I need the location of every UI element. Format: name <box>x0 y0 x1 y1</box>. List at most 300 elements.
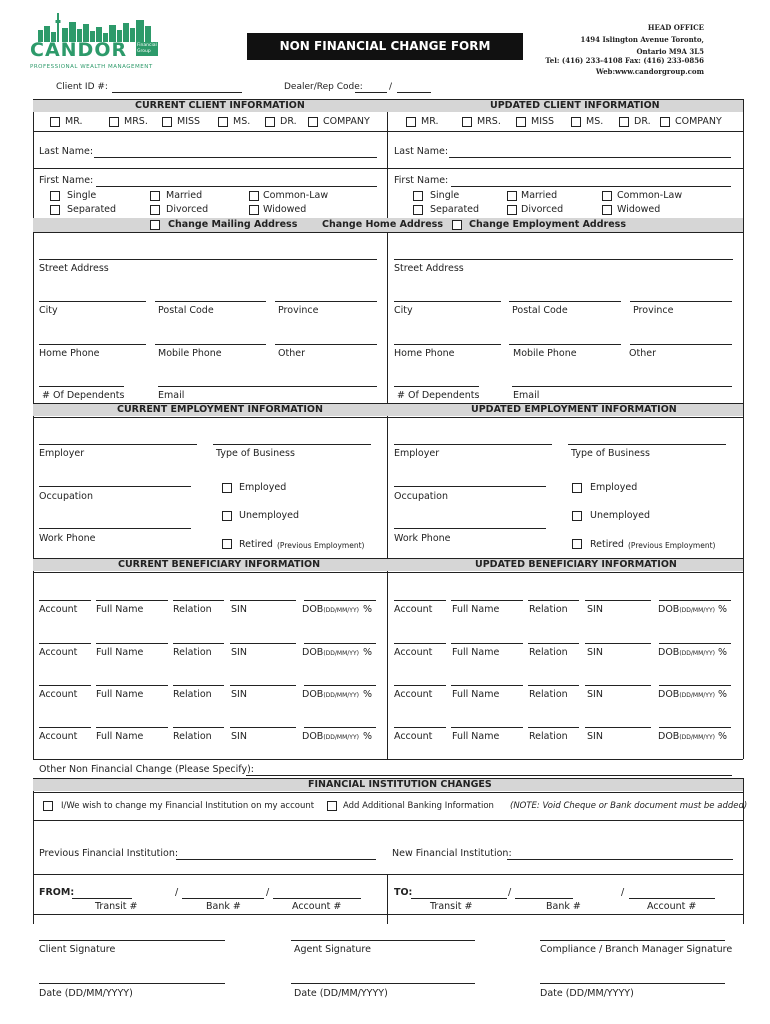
title-mrs: MRS. <box>124 116 148 127</box>
beneficiary-relation-field[interactable] <box>173 643 224 644</box>
client-date-field[interactable] <box>39 983 225 984</box>
updated-beneficiary-pct-label: % <box>718 689 728 700</box>
updated-beneficiary-pct-label: % <box>718 647 728 658</box>
occupation-field[interactable] <box>39 486 191 487</box>
marital-separated: Separated <box>67 204 117 215</box>
updated-other-phone-field[interactable] <box>630 344 732 345</box>
updated-beneficiary-full-name-label: Full Name <box>452 647 500 658</box>
updated-beneficiary-pct-label: % <box>718 731 728 742</box>
beneficiary-dob-label <box>302 731 359 744</box>
checkbox-ms[interactable] <box>218 117 228 127</box>
checkbox-retired[interactable] <box>222 539 232 549</box>
updated-beneficiary-relation-field[interactable] <box>528 643 579 644</box>
compliance-date-label: Date (DD/MM/YYYY) <box>540 988 634 999</box>
updated-title-company: COMPANY <box>675 116 722 127</box>
mobile-phone-label: Mobile Phone <box>158 348 222 359</box>
updated-retired-label: Retired <box>590 539 624 550</box>
checkbox-company[interactable] <box>308 117 318 127</box>
updated-province-field[interactable] <box>630 301 732 302</box>
beneficiary-full-name-field[interactable] <box>96 643 168 644</box>
updated-marital-common-law: Common-Law <box>617 190 683 201</box>
updated-beneficiary-heading: UPDATED BENEFICIARY INFORMATION <box>475 559 677 570</box>
dealer-code-field[interactable] <box>355 92 387 93</box>
client-signature-field[interactable] <box>39 940 225 941</box>
updated-title-mr: MR. <box>421 116 439 127</box>
updated-work-phone-field[interactable] <box>394 528 546 529</box>
beneficiary-account-label: Account <box>39 689 78 700</box>
first-name-label: First Name: <box>39 175 94 186</box>
checkbox-mr[interactable] <box>50 117 60 127</box>
from-bank-label: Bank # <box>206 901 241 912</box>
financial-heading: FINANCIAL INSTITUTION CHANGES <box>308 779 492 790</box>
beneficiary-dob-field[interactable] <box>304 727 359 728</box>
to-account-label: Account # <box>647 901 697 912</box>
employed-label: Employed <box>239 482 287 493</box>
updated-marital-widowed: Widowed <box>617 204 661 215</box>
checkbox-widowed[interactable] <box>249 205 259 215</box>
updated-beneficiary-relation-label: Relation <box>529 604 568 615</box>
dependents-field[interactable] <box>39 386 124 387</box>
updated-beneficiary-full-name-field[interactable] <box>451 643 523 644</box>
compliance-signature-label: Compliance / Branch Manager Signature <box>540 944 733 955</box>
other-change-field[interactable] <box>246 775 732 776</box>
updated-checkbox-dr[interactable] <box>619 117 629 127</box>
client-signature-label: Client Signature <box>39 944 116 955</box>
beneficiary-full-name-label: Full Name <box>96 647 144 658</box>
marital-married: Married <box>166 190 203 201</box>
updated-beneficiary-dob-label <box>658 689 715 702</box>
updated-beneficiary-dob-field[interactable] <box>659 727 714 728</box>
updated-email-field[interactable] <box>512 386 732 387</box>
updated-title-mrs: MRS. <box>477 116 501 127</box>
beneficiary-full-name-label: Full Name <box>96 731 144 742</box>
beneficiary-full-name-label: Full Name <box>96 689 144 700</box>
retired-label: Retired <box>239 539 273 550</box>
company-logo <box>28 10 160 72</box>
street-address-label: Street Address <box>39 263 109 274</box>
head-office-phone: Tel: (416) 233-4108 Fax: (416) 233-0856 <box>545 56 704 65</box>
previous-fi-field[interactable] <box>176 859 376 860</box>
change-fi-label: I/We wish to change my Financial Institution on my account <box>61 801 315 811</box>
to-bank-label: Bank # <box>546 901 581 912</box>
beneficiary-dob-text: DOB <box>302 731 324 742</box>
updated-checkbox-employed[interactable] <box>572 483 582 493</box>
updated-beneficiary-dob-label <box>658 647 715 660</box>
beneficiary-sin-field[interactable] <box>230 727 296 728</box>
change-home-address: Change Home Address <box>322 219 443 230</box>
occupation-label: Occupation <box>39 491 93 502</box>
beneficiary-pct-field[interactable] <box>358 727 376 728</box>
updated-marital-single: Single <box>430 190 460 201</box>
company-badge: Financial Group <box>137 43 157 54</box>
beneficiary-account-label: Account <box>39 731 78 742</box>
beneficiary-dob-text: DOB <box>302 689 324 700</box>
beneficiary-sin-field[interactable] <box>230 600 296 601</box>
checkbox-separated[interactable] <box>50 205 60 215</box>
from-label: FROM: <box>39 887 75 898</box>
add-banking-label: Add Additional Banking Information <box>343 801 494 811</box>
updated-beneficiary-relation-label: Relation <box>529 689 568 700</box>
beneficiary-dob-text: DOB <box>302 604 324 615</box>
updated-first-name-field[interactable] <box>451 186 731 187</box>
last-name-field[interactable] <box>94 157 377 158</box>
beneficiary-relation-label: Relation <box>173 731 212 742</box>
employer-label: Employer <box>39 448 85 459</box>
updated-checkbox-widowed[interactable] <box>602 205 612 215</box>
updated-business-type-field[interactable] <box>568 444 726 445</box>
checkbox-change-fi[interactable] <box>43 801 53 811</box>
updated-checkbox-mr[interactable] <box>406 117 416 127</box>
updated-beneficiary-relation-field[interactable] <box>528 600 579 601</box>
checkbox-miss[interactable] <box>162 117 172 127</box>
beneficiary-account-field[interactable] <box>39 600 91 601</box>
beneficiary-pct-label: % <box>363 647 373 658</box>
updated-checkbox-mrs[interactable] <box>462 117 472 127</box>
head-office-label: HEAD OFFICE <box>647 23 704 32</box>
from-account-label: Account # <box>292 901 342 912</box>
updated-checkbox-ms[interactable] <box>571 117 581 127</box>
beneficiary-pct-label: % <box>363 731 373 742</box>
updated-beneficiary-full-name-field[interactable] <box>451 727 523 728</box>
updated-title-ms: MS. <box>586 116 604 127</box>
client-date-label: Date (DD/MM/YYYY) <box>39 988 133 999</box>
updated-dependents-field[interactable] <box>394 386 479 387</box>
other-change-label: Other Non Financial Change (Please Specify): <box>39 764 254 775</box>
updated-title-miss: MISS <box>531 116 555 127</box>
compliance-date-field[interactable] <box>540 983 725 984</box>
updated-checkbox-miss[interactable] <box>516 117 526 127</box>
updated-work-phone-label: Work Phone <box>394 533 451 544</box>
city-label: City <box>39 305 58 316</box>
home-phone-label: Home Phone <box>39 348 100 359</box>
to-bank-field[interactable] <box>515 898 573 899</box>
updated-checkbox-unemployed[interactable] <box>572 511 582 521</box>
last-name-label: Last Name: <box>39 146 94 157</box>
beneficiary-relation-label: Relation <box>173 689 212 700</box>
updated-email-label: Email <box>513 390 540 401</box>
from-slash-2: / <box>266 887 270 898</box>
updated-beneficiary-full-name-label: Full Name <box>452 689 500 700</box>
change-mailing-address: Change Mailing Address <box>168 219 298 230</box>
updated-beneficiary-dob-label <box>658 604 715 617</box>
postal-code-label: Postal Code <box>158 305 214 316</box>
updated-beneficiary-account-field[interactable] <box>394 685 446 686</box>
updated-province-label: Province <box>633 305 674 316</box>
updated-checkbox-company[interactable] <box>660 117 670 127</box>
checkbox-common-law[interactable] <box>249 191 259 201</box>
updated-beneficiary-sin-label: SIN <box>587 689 603 700</box>
updated-mobile-phone-field[interactable] <box>509 344 621 345</box>
rep-code-field[interactable] <box>397 92 431 93</box>
updated-other-phone-label: Other <box>629 348 656 359</box>
updated-beneficiary-full-name-field[interactable] <box>451 600 523 601</box>
updated-checkbox-retired[interactable] <box>572 539 582 549</box>
beneficiary-full-name-field[interactable] <box>96 600 168 601</box>
title-ms: MS. <box>233 116 251 127</box>
updated-beneficiary-dob-format: (DD/MM/YY) <box>679 650 715 657</box>
updated-street-address-field[interactable] <box>394 259 733 260</box>
beneficiary-pct-label: % <box>363 689 373 700</box>
updated-home-phone-field[interactable] <box>394 344 501 345</box>
compliance-signature-field[interactable] <box>540 940 725 941</box>
checkbox-divorced[interactable] <box>150 205 160 215</box>
beneficiary-dob-label <box>302 604 359 617</box>
updated-beneficiary-dob-format: (DD/MM/YY) <box>679 734 715 741</box>
from-bank-field[interactable] <box>182 898 264 899</box>
updated-street-address-label: Street Address <box>394 263 464 274</box>
updated-title-dr: DR. <box>634 116 651 127</box>
updated-occupation-field[interactable] <box>394 486 546 487</box>
beneficiary-relation-label: Relation <box>173 647 212 658</box>
change-employment-address: Change Employment Address <box>469 219 626 230</box>
city-field[interactable] <box>39 301 146 302</box>
updated-beneficiary-sin-field[interactable] <box>585 600 651 601</box>
updated-beneficiary-pct-field[interactable] <box>713 685 731 686</box>
updated-postal-code-label: Postal Code <box>512 305 568 316</box>
current-employment-heading: CURRENT EMPLOYMENT INFORMATION <box>117 404 323 415</box>
beneficiary-dob-format: (DD/MM/YY) <box>323 734 359 741</box>
beneficiary-full-name-field[interactable] <box>96 727 168 728</box>
updated-marital-separated: Separated <box>430 204 480 215</box>
checkbox-dr[interactable] <box>265 117 275 127</box>
beneficiary-dob-label <box>302 689 359 702</box>
updated-beneficiary-account-label: Account <box>394 604 433 615</box>
from-transit-field[interactable] <box>72 898 132 899</box>
updated-beneficiary-account-label: Account <box>394 731 433 742</box>
checkbox-unemployed[interactable] <box>222 511 232 521</box>
marital-single: Single <box>67 190 97 201</box>
updated-beneficiary-sin-field[interactable] <box>585 685 651 686</box>
updated-beneficiary-sin-field[interactable] <box>585 643 651 644</box>
updated-beneficiary-account-field[interactable] <box>394 600 446 601</box>
province-label: Province <box>278 305 319 316</box>
updated-checkbox-separated[interactable] <box>413 205 423 215</box>
beneficiary-dob-format: (DD/MM/YY) <box>323 650 359 657</box>
checkbox-single[interactable] <box>50 191 60 201</box>
updated-first-name-label: First Name: <box>394 175 449 186</box>
updated-employment-heading: UPDATED EMPLOYMENT INFORMATION <box>471 404 677 415</box>
beneficiary-account-field[interactable] <box>39 685 91 686</box>
title-mr: MR. <box>65 116 83 127</box>
new-fi-field[interactable] <box>507 859 733 860</box>
beneficiary-account-field[interactable] <box>39 643 91 644</box>
to-label: TO: <box>394 887 413 898</box>
updated-beneficiary-dob-field[interactable] <box>659 600 714 601</box>
email-field[interactable] <box>158 386 377 387</box>
home-phone-field[interactable] <box>39 344 146 345</box>
updated-employer-label: Employer <box>394 448 440 459</box>
agent-date-label: Date (DD/MM/YYYY) <box>294 988 388 999</box>
updated-last-name-field[interactable] <box>449 157 731 158</box>
agent-signature-field[interactable] <box>291 940 475 941</box>
updated-dependents-label: # Of Dependents <box>397 390 480 401</box>
beneficiary-relation-field[interactable] <box>173 685 224 686</box>
from-account-field[interactable] <box>273 898 361 899</box>
updated-retired-note: (Previous Employment) <box>628 541 716 550</box>
updated-beneficiary-dob-format: (DD/MM/YY) <box>679 607 715 614</box>
updated-checkbox-married[interactable] <box>507 191 517 201</box>
street-address-field[interactable] <box>39 259 377 260</box>
updated-marital-divorced: Divorced <box>521 204 564 215</box>
updated-beneficiary-dob-format: (DD/MM/YY) <box>679 692 715 699</box>
mobile-phone-field[interactable] <box>155 344 266 345</box>
beneficiary-relation-field[interactable] <box>173 727 224 728</box>
updated-beneficiary-account-field[interactable] <box>394 643 446 644</box>
updated-beneficiary-relation-label: Relation <box>529 731 568 742</box>
updated-beneficiary-relation-label: Relation <box>529 647 568 658</box>
updated-employer-field[interactable] <box>394 444 552 445</box>
updated-beneficiary-pct-field[interactable] <box>713 643 731 644</box>
form-title: NON FINANCIAL CHANGE FORM <box>247 33 523 60</box>
dealer-code-slash: / <box>389 82 393 92</box>
company-name: CANDOR <box>30 39 128 61</box>
updated-beneficiary-dob-text: DOB <box>658 647 680 658</box>
checkbox-mrs[interactable] <box>109 117 119 127</box>
beneficiary-sin-label: SIN <box>231 647 247 658</box>
updated-beneficiary-dob-field[interactable] <box>659 643 714 644</box>
to-transit-label: Transit # <box>430 901 473 912</box>
beneficiary-sin-label: SIN <box>231 731 247 742</box>
title-dr: DR. <box>280 116 297 127</box>
work-phone-field[interactable] <box>39 528 191 529</box>
to-slash-1: / <box>508 887 512 898</box>
updated-occupation-label: Occupation <box>394 491 448 502</box>
updated-beneficiary-relation-field[interactable] <box>528 727 579 728</box>
updated-city-field[interactable] <box>394 301 501 302</box>
dealer-code-label: Dealer/Rep Code: <box>284 82 363 92</box>
first-name-field[interactable] <box>96 186 377 187</box>
retired-note: (Previous Employment) <box>277 541 365 550</box>
updated-checkbox-divorced[interactable] <box>507 205 517 215</box>
beneficiary-account-label: Account <box>39 604 78 615</box>
marital-widowed: Widowed <box>263 204 307 215</box>
updated-beneficiary-dob-text: DOB <box>658 689 680 700</box>
updated-city-label: City <box>394 305 413 316</box>
beneficiary-pct-label: % <box>363 604 373 615</box>
updated-beneficiary-pct-field[interactable] <box>713 600 731 601</box>
beneficiary-pct-field[interactable] <box>358 643 376 644</box>
current-client-heading: CURRENT CLIENT INFORMATION <box>135 100 305 111</box>
other-phone-label: Other <box>278 348 305 359</box>
updated-beneficiary-sin-label: SIN <box>587 731 603 742</box>
beneficiary-sin-field[interactable] <box>230 643 296 644</box>
updated-beneficiary-sin-label: SIN <box>587 647 603 658</box>
previous-fi-label: Previous Financial Institution: <box>39 848 179 859</box>
beneficiary-dob-field[interactable] <box>304 600 359 601</box>
from-slash-1: / <box>175 887 179 898</box>
updated-beneficiary-relation-field[interactable] <box>528 685 579 686</box>
beneficiary-sin-label: SIN <box>231 604 247 615</box>
marital-common-law: Common-Law <box>263 190 329 201</box>
beneficiary-sin-field[interactable] <box>230 685 296 686</box>
checkbox-change-mailing[interactable] <box>150 220 160 230</box>
beneficiary-full-name-field[interactable] <box>96 685 168 686</box>
client-id-field[interactable] <box>112 92 242 93</box>
updated-business-type-label: Type of Business <box>571 448 650 459</box>
to-slash-2: / <box>621 887 625 898</box>
beneficiary-dob-format: (DD/MM/YY) <box>323 607 359 614</box>
province-field[interactable] <box>275 301 377 302</box>
updated-postal-code-field[interactable] <box>509 301 621 302</box>
beneficiary-dob-field[interactable] <box>304 685 359 686</box>
checkbox-married[interactable] <box>150 191 160 201</box>
updated-beneficiary-dob-text: DOB <box>658 604 680 615</box>
void-cheque-note: (NOTE: Void Cheque or Bank document must be added) <box>510 801 748 811</box>
updated-beneficiary-dob-label <box>658 731 715 744</box>
beneficiary-account-label: Account <box>39 647 78 658</box>
updated-client-heading: UPDATED CLIENT INFORMATION <box>490 100 660 111</box>
beneficiary-full-name-label: Full Name <box>96 604 144 615</box>
business-type-label: Type of Business <box>216 448 295 459</box>
updated-beneficiary-account-label: Account <box>394 689 433 700</box>
updated-beneficiary-dob-field[interactable] <box>659 685 714 686</box>
email-label: Email <box>158 390 185 401</box>
updated-beneficiary-pct-field[interactable] <box>713 727 731 728</box>
agent-signature-label: Agent Signature <box>294 944 371 955</box>
postal-code-field[interactable] <box>155 301 266 302</box>
beneficiary-sin-label: SIN <box>231 689 247 700</box>
updated-employed-label: Employed <box>590 482 638 493</box>
beneficiary-pct-field[interactable] <box>358 685 376 686</box>
updated-beneficiary-account-label: Account <box>394 647 433 658</box>
title-company: COMPANY <box>323 116 370 127</box>
updated-beneficiary-sin-field[interactable] <box>585 727 651 728</box>
other-phone-field[interactable] <box>275 344 377 345</box>
checkbox-change-employment[interactable] <box>452 220 462 230</box>
checkbox-employed[interactable] <box>222 483 232 493</box>
beneficiary-pct-field[interactable] <box>358 600 376 601</box>
updated-beneficiary-full-name-field[interactable] <box>451 685 523 686</box>
to-transit-field[interactable] <box>411 898 507 899</box>
updated-last-name-label: Last Name: <box>394 146 449 157</box>
beneficiary-relation-field[interactable] <box>173 600 224 601</box>
dependents-label: # Of Dependents <box>42 390 125 401</box>
beneficiary-dob-field[interactable] <box>304 643 359 644</box>
company-tagline: PROFESSIONAL WEALTH MANAGEMENT <box>30 64 153 70</box>
head-office-web: Web:www.candorgroup.com <box>595 67 704 76</box>
beneficiary-account-field[interactable] <box>39 727 91 728</box>
updated-beneficiary-account-field[interactable] <box>394 727 446 728</box>
updated-beneficiary-dob-text: DOB <box>658 731 680 742</box>
updated-checkbox-common-law[interactable] <box>602 191 612 201</box>
work-phone-label: Work Phone <box>39 533 96 544</box>
updated-marital-married: Married <box>521 190 558 201</box>
beneficiary-dob-format: (DD/MM/YY) <box>323 692 359 699</box>
beneficiary-dob-text: DOB <box>302 647 324 658</box>
client-id-label: Client ID #: <box>56 82 108 92</box>
from-transit-label: Transit # <box>95 901 138 912</box>
unemployed-label: Unemployed <box>239 510 300 521</box>
checkbox-add-banking[interactable] <box>327 801 337 811</box>
title-miss: MISS <box>177 116 201 127</box>
to-account-field[interactable] <box>629 898 715 899</box>
updated-home-phone-label: Home Phone <box>394 348 455 359</box>
updated-unemployed-label: Unemployed <box>590 510 651 521</box>
employer-field[interactable] <box>39 444 197 445</box>
beneficiary-relation-label: Relation <box>173 604 212 615</box>
updated-beneficiary-full-name-label: Full Name <box>452 604 500 615</box>
updated-beneficiary-full-name-label: Full Name <box>452 731 500 742</box>
business-type-field[interactable] <box>213 444 371 445</box>
updated-beneficiary-pct-label: % <box>718 604 728 615</box>
new-fi-label: New Financial Institution: <box>392 848 512 859</box>
agent-date-field[interactable] <box>291 983 475 984</box>
beneficiary-dob-label <box>302 647 359 660</box>
updated-checkbox-single[interactable] <box>413 191 423 201</box>
current-beneficiary-heading: CURRENT BENEFICIARY INFORMATION <box>118 559 321 570</box>
marital-divorced: Divorced <box>166 204 209 215</box>
updated-beneficiary-sin-label: SIN <box>587 604 603 615</box>
